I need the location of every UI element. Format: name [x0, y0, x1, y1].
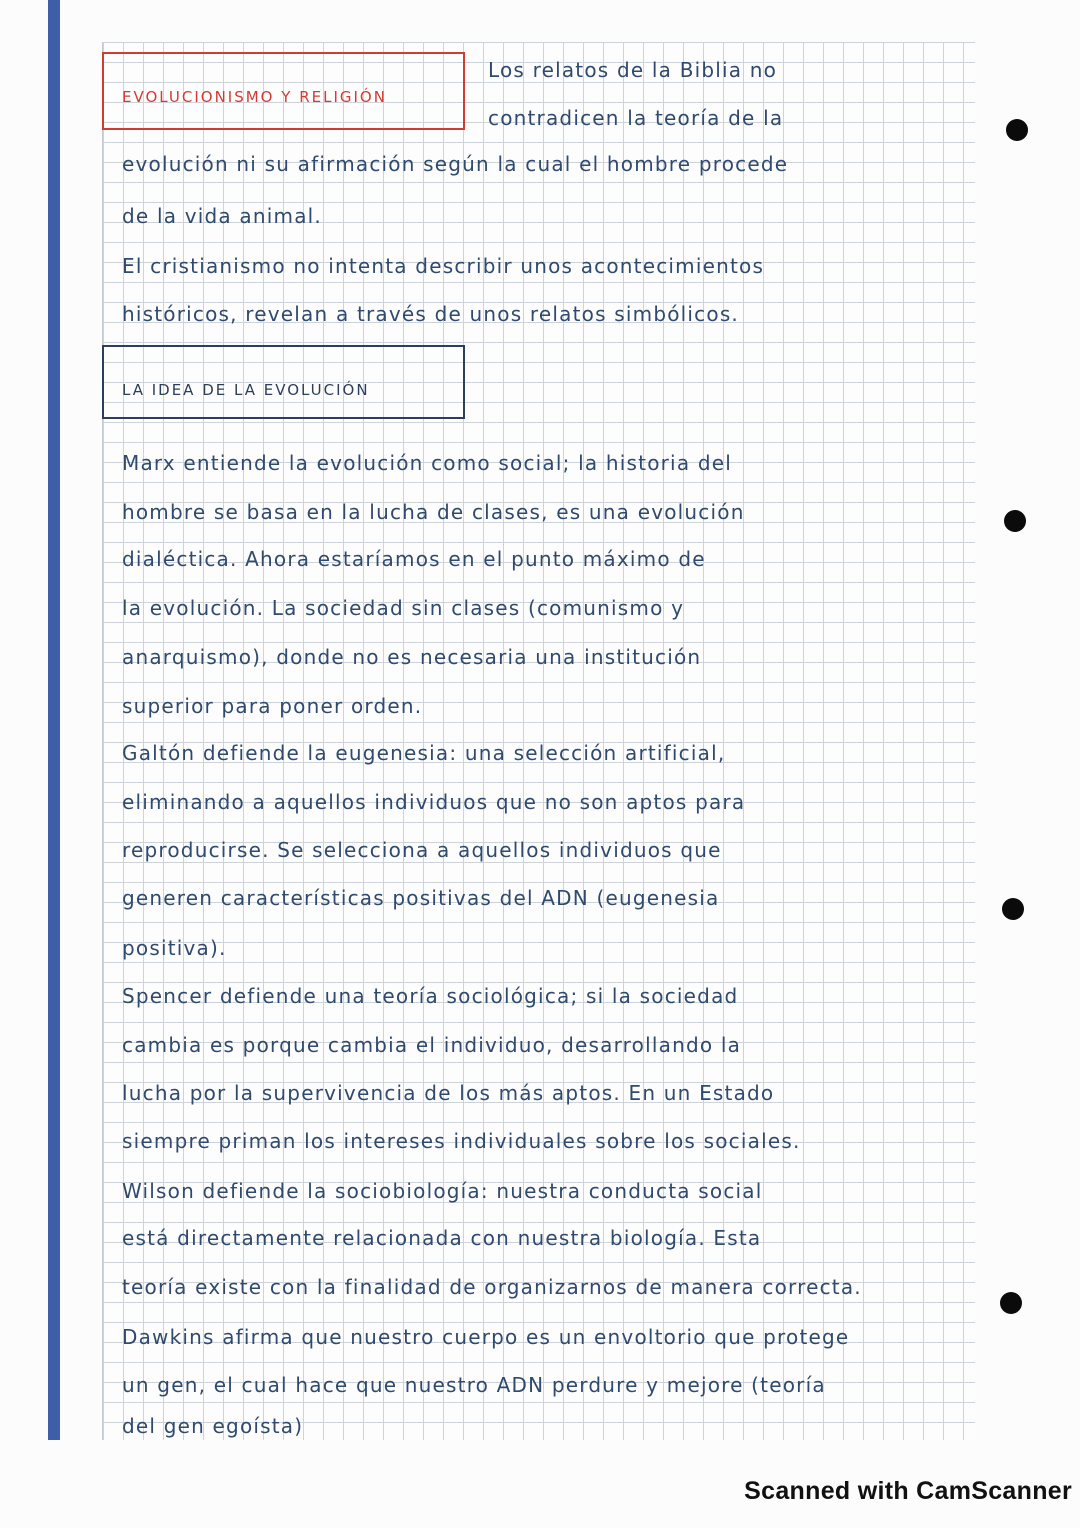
s2-line-10: generen características positivas del ADN (eugenesia: [122, 886, 720, 910]
s2-line-11: positiva).: [122, 936, 227, 960]
s1-line-6: históricos, revelan a través de unos relatos simbólicos.: [122, 302, 739, 326]
s2-line-13: cambia es porque cambia el individuo, desarrollando la: [122, 1033, 742, 1057]
s2-line-20: un gen, el cual hace que nuestro ADN perdure y mejore (teoría: [122, 1373, 826, 1397]
s2-line-8: eliminando a aquellos individuos que no son aptos para: [122, 790, 746, 814]
s2-line-3: dialéctica. Ahora estaríamos en el punto máximo de: [122, 547, 706, 571]
s1-line-1: Los relatos de la Biblia no: [488, 58, 778, 82]
s1-line-5: El cristianismo no intenta describir unos acontecimientos: [122, 254, 765, 278]
s2-line-1: Marx entiende la evolución como social; la historia del: [122, 451, 732, 475]
s2-line-7: Galtón defiende la eugenesia: una selección artificial,: [122, 741, 726, 765]
section2-title: LA IDEA DE LA EVOLUCIÓN: [122, 381, 370, 399]
binder-hole: [1004, 510, 1026, 532]
s2-line-17: está directamente relacionada con nuestra biología. Esta: [122, 1226, 762, 1250]
s2-line-9: reproducirse. Se selecciona a aquellos individuos que: [122, 838, 722, 862]
s2-line-6: superior para poner orden.: [122, 694, 423, 718]
s2-line-4: la evolución. La sociedad sin clases (comunismo y: [122, 596, 685, 620]
s1-line-3: evolución ni su afirmación según la cual el hombre procede: [122, 152, 789, 176]
s2-line-18: teoría existe con la finalidad de organizarnos de manera correcta.: [122, 1275, 862, 1299]
s2-line-21: del gen egoísta): [122, 1414, 304, 1438]
section1-title: EVOLUCIONISMO Y RELIGIÓN: [122, 88, 387, 106]
s2-line-15: siempre priman los intereses individuales sobre los sociales.: [122, 1129, 801, 1153]
page-edge-strip: [48, 0, 60, 1440]
s2-line-14: lucha por la supervivencia de los más aptos. En un Estado: [122, 1081, 775, 1105]
s2-line-2: hombre se basa en la lucha de clases, es una evolución: [122, 500, 745, 524]
s2-line-12: Spencer defiende una teoría sociológica; si la sociedad: [122, 984, 739, 1008]
s2-line-5: anarquismo), donde no es necesaria una institución: [122, 645, 702, 669]
scanner-watermark: Scanned with CamScanner: [744, 1477, 1072, 1505]
binder-hole: [1002, 898, 1024, 920]
s1-line-2: contradicen la teoría de la: [488, 106, 784, 130]
s2-line-16: Wilson defiende la sociobiología: nuestra conducta social: [122, 1179, 763, 1203]
s1-line-4: de la vida animal.: [122, 204, 322, 228]
binder-hole: [1006, 119, 1028, 141]
s2-line-19: Dawkins afirma que nuestro cuerpo es un envoltorio que protege: [122, 1325, 850, 1349]
binder-hole: [1000, 1292, 1022, 1314]
